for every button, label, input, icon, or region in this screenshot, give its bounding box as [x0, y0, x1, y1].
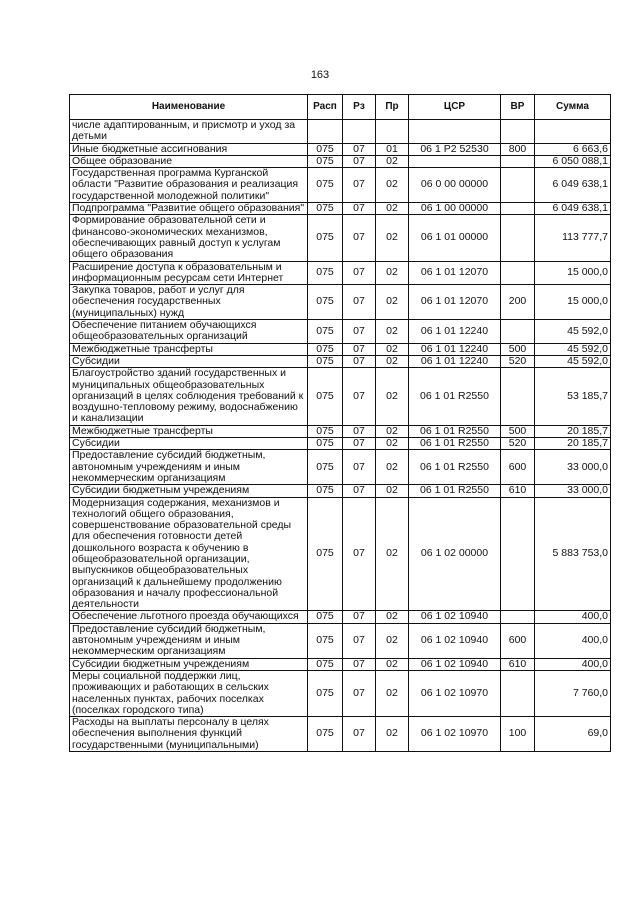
cell-name: Меры социальной поддержки лиц, проживающих и работающих в сельских населенных пунктах, рабочих поселках (поселках городского типа) — [70, 670, 308, 716]
cell-sum — [535, 120, 611, 144]
cell-pr — [376, 120, 409, 144]
cell-rz: 07 — [343, 368, 376, 425]
cell-rasp: 075 — [308, 485, 343, 497]
cell-name: Закупка товаров, работ и услуг для обеспечения государственных (муниципальных) нужд — [70, 285, 308, 320]
cell-rz: 07 — [343, 658, 376, 670]
cell-sum: 53 185,7 — [535, 368, 611, 425]
table-row — [70, 485, 611, 497]
cell-pr: 02 — [376, 425, 409, 437]
table-row — [70, 355, 611, 367]
table-body — [70, 120, 611, 752]
cell-sum: 33 000,0 — [535, 450, 611, 485]
table-row — [70, 368, 611, 425]
cell-rz: 07 — [343, 355, 376, 367]
cell-csr: 06 1 01 12070 — [409, 285, 501, 320]
cell-csr: 06 1 01 12240 — [409, 343, 501, 355]
cell-vr: 600 — [501, 450, 535, 485]
cell-rasp: 075 — [308, 497, 343, 611]
cell-pr: 02 — [376, 658, 409, 670]
table-row — [70, 611, 611, 623]
cell-sum: 6 049 638,1 — [535, 168, 611, 203]
cell-sum: 5 883 753,0 — [535, 497, 611, 611]
cell-sum: 6 050 088,1 — [535, 155, 611, 167]
cell-sum: 7 760,0 — [535, 670, 611, 716]
cell-csr: 06 1 02 10940 — [409, 623, 501, 658]
cell-csr: 06 0 00 00000 — [409, 168, 501, 203]
cell-sum: 6 049 638,1 — [535, 203, 611, 215]
cell-rz: 07 — [343, 611, 376, 623]
cell-vr — [501, 368, 535, 425]
cell-pr: 02 — [376, 320, 409, 344]
table-row — [70, 285, 611, 320]
cell-vr — [501, 203, 535, 215]
cell-pr: 02 — [376, 497, 409, 611]
cell-rz: 07 — [343, 717, 376, 752]
cell-sum: 45 592,0 — [535, 343, 611, 355]
cell-csr: 06 1 02 00000 — [409, 497, 501, 611]
table-header-row — [70, 95, 611, 120]
cell-name: Субсидии — [70, 355, 308, 367]
cell-rz: 07 — [343, 450, 376, 485]
cell-rz: 07 — [343, 497, 376, 611]
cell-rz: 07 — [343, 425, 376, 437]
cell-pr: 02 — [376, 670, 409, 716]
cell-name: Подпрограмма "Развитие общего образования" — [70, 203, 308, 215]
cell-name: Субсидии — [70, 438, 308, 450]
cell-name: числе адаптированным, и присмотр и уход за детьми — [70, 120, 308, 144]
cell-vr — [501, 155, 535, 167]
cell-name: Расширение доступа к образовательным и информационным ресурсам сети Интернет — [70, 261, 308, 285]
cell-rasp: 075 — [308, 215, 343, 261]
cell-vr: 610 — [501, 485, 535, 497]
cell-pr: 02 — [376, 717, 409, 752]
cell-sum: 400,0 — [535, 658, 611, 670]
cell-vr: 200 — [501, 285, 535, 320]
cell-rasp: 075 — [308, 623, 343, 658]
cell-rz: 07 — [343, 261, 376, 285]
cell-sum: 45 592,0 — [535, 355, 611, 367]
header-pr: Пр — [376, 95, 409, 120]
table-row — [70, 143, 611, 155]
budget-table — [69, 94, 611, 752]
cell-vr — [501, 215, 535, 261]
cell-rasp: 075 — [308, 611, 343, 623]
cell-rz — [343, 120, 376, 144]
header-vr: ВР — [501, 95, 535, 120]
cell-rz: 07 — [343, 320, 376, 344]
cell-rz: 07 — [343, 285, 376, 320]
cell-pr: 02 — [376, 450, 409, 485]
table-row — [70, 320, 611, 344]
cell-rasp: 075 — [308, 658, 343, 670]
table-row — [70, 215, 611, 261]
cell-vr: 800 — [501, 143, 535, 155]
cell-pr: 02 — [376, 203, 409, 215]
cell-name: Предоставление субсидий бюджетным, автономным учреждениям и иным некоммерческим организациям — [70, 450, 308, 485]
table-row — [70, 120, 611, 144]
cell-name: Расходы на выплаты персоналу в целях обеспечения выполнения функций государственными (муниципальными) — [70, 717, 308, 752]
cell-sum: 33 000,0 — [535, 485, 611, 497]
cell-sum: 20 185,7 — [535, 438, 611, 450]
table-row — [70, 658, 611, 670]
cell-vr — [501, 168, 535, 203]
header-csr: ЦСР — [409, 95, 501, 120]
cell-rasp: 075 — [308, 355, 343, 367]
cell-sum: 69,0 — [535, 717, 611, 752]
table-row — [70, 717, 611, 752]
table-row — [70, 168, 611, 203]
cell-csr: 06 1 02 10970 — [409, 717, 501, 752]
cell-csr — [409, 155, 501, 167]
header-rasp: Расп — [308, 95, 343, 120]
cell-csr: 06 1 Р2 52530 — [409, 143, 501, 155]
cell-name: Субсидии бюджетным учреждениям — [70, 485, 308, 497]
cell-csr: 06 1 01 R2550 — [409, 438, 501, 450]
cell-name: Общее образование — [70, 155, 308, 167]
cell-name: Субсидии бюджетным учреждениям — [70, 658, 308, 670]
cell-name: Иные бюджетные ассигнования — [70, 143, 308, 155]
table-row — [70, 438, 611, 450]
cell-name: Благоустройство зданий государственных и муниципальных общеобразовательных организаций в целях соблюдения требований к воздушно-тепловому режиму, водоснабжению и канализации — [70, 368, 308, 425]
cell-rasp: 075 — [308, 261, 343, 285]
cell-name: Предоставление субсидий бюджетным, автономным учреждениям и иным некоммерческим организациям — [70, 623, 308, 658]
table-row — [70, 425, 611, 437]
cell-rasp: 075 — [308, 168, 343, 203]
cell-csr: 06 1 02 10940 — [409, 611, 501, 623]
cell-pr: 02 — [376, 438, 409, 450]
cell-csr: 06 1 01 R2550 — [409, 485, 501, 497]
cell-rasp: 075 — [308, 425, 343, 437]
cell-csr: 06 1 01 12240 — [409, 355, 501, 367]
cell-pr: 02 — [376, 611, 409, 623]
cell-pr: 02 — [376, 215, 409, 261]
table-row — [70, 670, 611, 716]
cell-sum: 15 000,0 — [535, 285, 611, 320]
cell-vr — [501, 261, 535, 285]
cell-rasp: 075 — [308, 438, 343, 450]
table-row — [70, 203, 611, 215]
table-row — [70, 450, 611, 485]
cell-name: Модернизация содержания, механизмов и технологий общего образования, совершенствование образовательной среды для обеспечения готовности детей дошкольного возраста к обучению в общеобразовательной организации, выпускников общеобразовательных организаций к дальнейшему продолжению образования и началу профессиональной деятельности — [70, 497, 308, 611]
cell-rz: 07 — [343, 670, 376, 716]
cell-csr: 06 1 00 00000 — [409, 203, 501, 215]
cell-rz: 07 — [343, 155, 376, 167]
cell-csr: 06 1 01 00000 — [409, 215, 501, 261]
cell-rz: 07 — [343, 438, 376, 450]
cell-rasp: 075 — [308, 143, 343, 155]
cell-rz: 07 — [343, 143, 376, 155]
cell-vr: 600 — [501, 623, 535, 658]
cell-rz: 07 — [343, 485, 376, 497]
cell-rasp: 075 — [308, 285, 343, 320]
cell-pr: 02 — [376, 168, 409, 203]
cell-name: Обеспечение питанием обучающихся общеобразовательных организаций — [70, 320, 308, 344]
cell-sum: 45 592,0 — [535, 320, 611, 344]
cell-csr: 06 1 01 12070 — [409, 261, 501, 285]
table-row — [70, 155, 611, 167]
cell-csr: 06 1 01 R2550 — [409, 450, 501, 485]
cell-sum: 6 663,6 — [535, 143, 611, 155]
cell-rz: 07 — [343, 215, 376, 261]
cell-pr: 02 — [376, 355, 409, 367]
cell-rasp: 075 — [308, 450, 343, 485]
cell-sum: 15 000,0 — [535, 261, 611, 285]
cell-vr — [501, 611, 535, 623]
cell-rasp: 075 — [308, 670, 343, 716]
cell-pr: 02 — [376, 261, 409, 285]
page-number: 163 — [310, 69, 330, 81]
cell-sum: 400,0 — [535, 611, 611, 623]
cell-vr: 610 — [501, 658, 535, 670]
cell-rz: 07 — [343, 623, 376, 658]
cell-vr: 100 — [501, 717, 535, 752]
cell-vr — [501, 670, 535, 716]
cell-csr: 06 1 01 R2550 — [409, 368, 501, 425]
cell-rasp: 075 — [308, 717, 343, 752]
cell-vr: 520 — [501, 438, 535, 450]
table-row — [70, 497, 611, 611]
header-rz: Рз — [343, 95, 376, 120]
cell-name: Межбюджетные трансферты — [70, 425, 308, 437]
cell-rasp: 075 — [308, 368, 343, 425]
cell-pr: 02 — [376, 368, 409, 425]
cell-rasp: 075 — [308, 320, 343, 344]
cell-pr: 02 — [376, 155, 409, 167]
cell-csr — [409, 120, 501, 144]
cell-csr: 06 1 01 R2550 — [409, 425, 501, 437]
header-name: Наименование — [70, 95, 308, 120]
cell-pr: 01 — [376, 143, 409, 155]
cell-sum: 113 777,7 — [535, 215, 611, 261]
cell-pr: 02 — [376, 485, 409, 497]
cell-vr: 520 — [501, 355, 535, 367]
table-row — [70, 343, 611, 355]
header-sum: Сумма — [535, 95, 611, 120]
cell-pr: 02 — [376, 623, 409, 658]
cell-sum: 20 185,7 — [535, 425, 611, 437]
cell-pr: 02 — [376, 343, 409, 355]
cell-name: Обеспечение льготного проезда обучающихся — [70, 611, 308, 623]
cell-name: Межбюджетные трансферты — [70, 343, 308, 355]
cell-rz: 07 — [343, 343, 376, 355]
cell-rz: 07 — [343, 168, 376, 203]
cell-vr — [501, 497, 535, 611]
cell-rasp — [308, 120, 343, 144]
cell-rasp: 075 — [308, 203, 343, 215]
cell-vr: 500 — [501, 343, 535, 355]
cell-sum: 400,0 — [535, 623, 611, 658]
cell-csr: 06 1 01 12240 — [409, 320, 501, 344]
table-row — [70, 261, 611, 285]
cell-name: Формирование образовательной сети и финансово-экономических механизмов, обеспечивающих равный доступ к услугам общего образования — [70, 215, 308, 261]
cell-rz: 07 — [343, 203, 376, 215]
cell-rasp: 075 — [308, 343, 343, 355]
cell-csr: 06 1 02 10970 — [409, 670, 501, 716]
cell-pr: 02 — [376, 285, 409, 320]
cell-vr — [501, 320, 535, 344]
cell-csr: 06 1 02 10940 — [409, 658, 501, 670]
table-row — [70, 623, 611, 658]
cell-rasp: 075 — [308, 155, 343, 167]
cell-vr: 500 — [501, 425, 535, 437]
cell-vr — [501, 120, 535, 144]
cell-name: Государственная программа Курганской области "Развитие образования и реализация государственной молодежной политики" — [70, 168, 308, 203]
